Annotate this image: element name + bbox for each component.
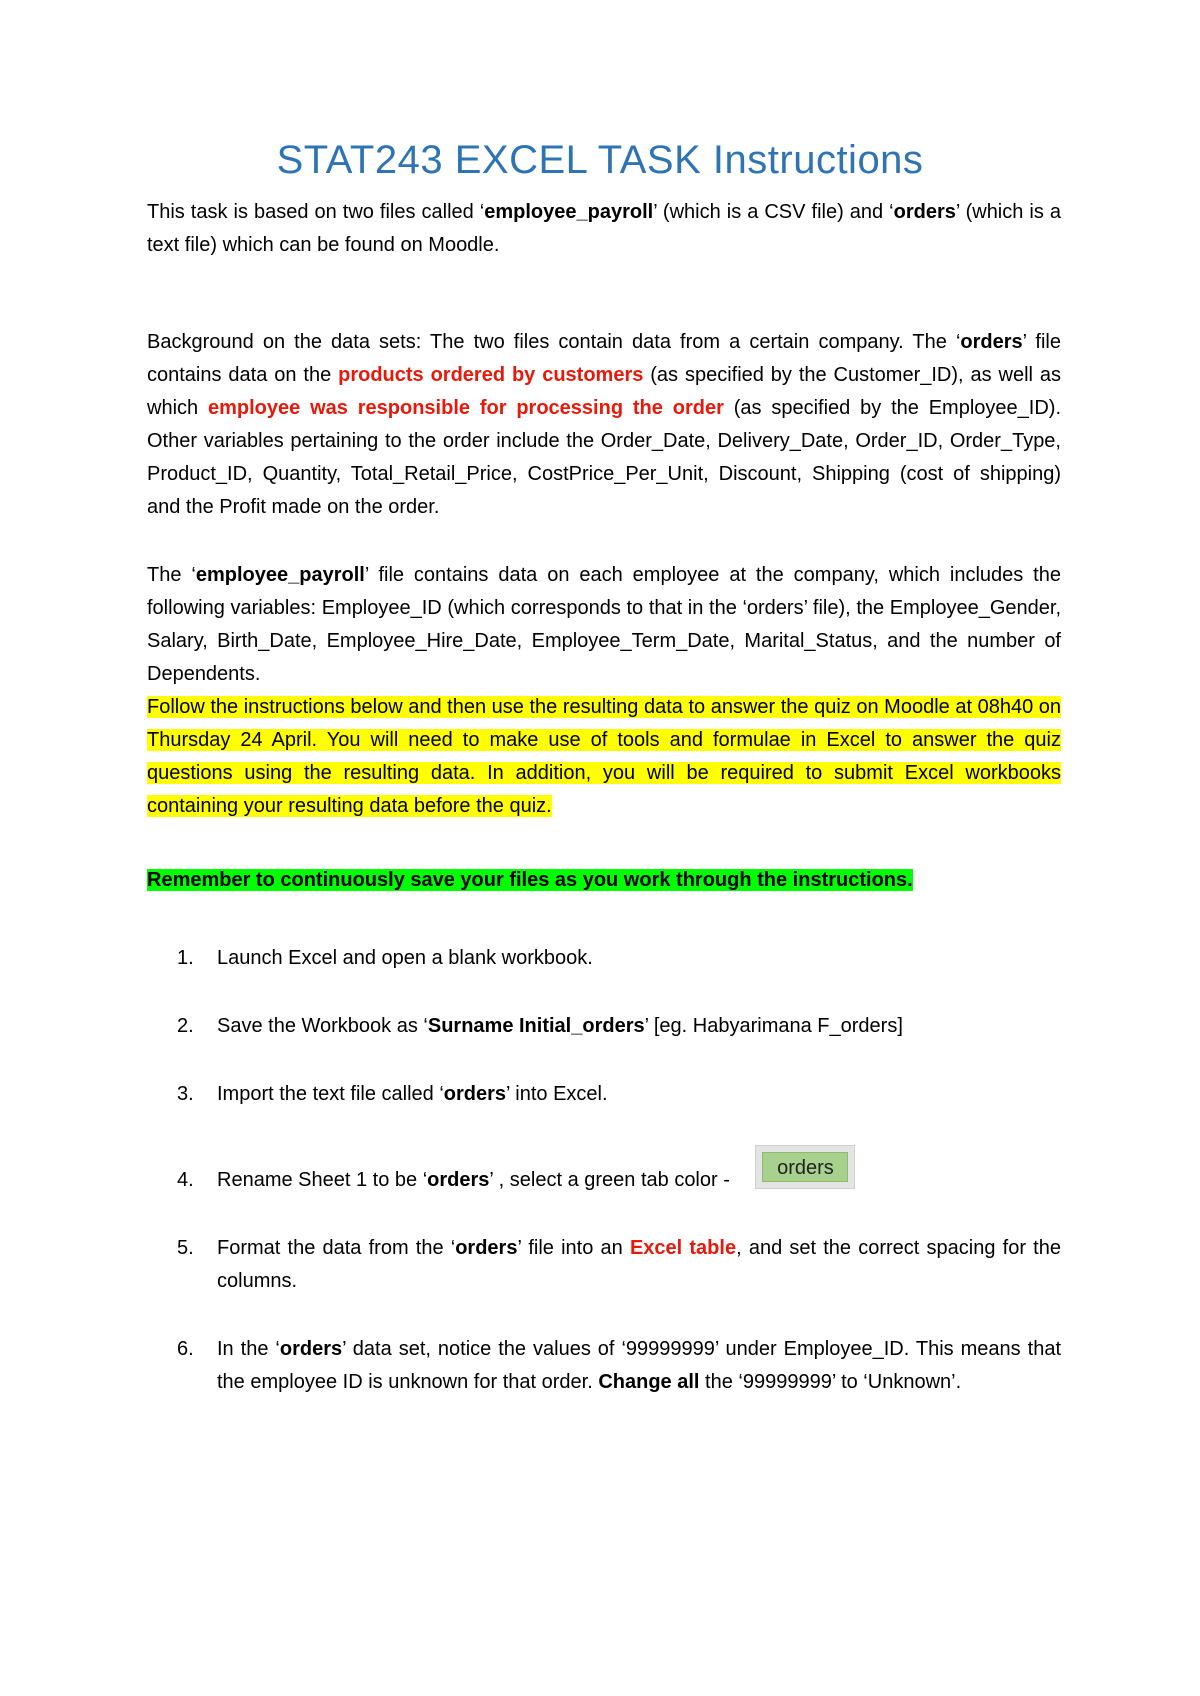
step-bold: orders (443, 1083, 507, 1105)
list-item (147, 942, 1061, 975)
file-name-orders: orders (893, 201, 956, 223)
file-name-employee-payroll: employee_payroll (195, 564, 365, 586)
step-number: 2. (177, 1015, 194, 1037)
intro-text-1: This task is based on two files called ‘ (147, 201, 485, 223)
list-item (147, 1232, 1061, 1298)
background-text-3: (as specified by the Customer_ID), as well as which (147, 364, 1062, 419)
step-text: Rename Sheet 1 to be ‘ (217, 1169, 428, 1191)
file-name-orders: orders (960, 331, 1023, 353)
background-text-1: Background on the data sets: The two files contain data from a certain company. The ‘ (147, 331, 961, 353)
payroll-paragraph (147, 559, 1061, 691)
payroll-text-2: ’ file contains data on each employee at the company, which includes the following variables: Employee_ID (which corresponds to that in the ‘orders’ file), the Employee_Gender, Salary, Birth_Date, Employee_Hire_Date, Employee_Term_Date, Marital_Status, and the number of Dependents. (147, 564, 1061, 685)
list-item (147, 1010, 1061, 1043)
intro-text-2: ’ (which is a CSV file) and ‘ (653, 201, 894, 223)
save-reminder (147, 864, 1061, 897)
step-number: 1. (177, 947, 194, 969)
list-item (147, 1078, 1061, 1111)
step-number: 3. (177, 1083, 194, 1105)
step-number: 4. (177, 1169, 194, 1191)
payroll-text-1: The ‘ (147, 564, 196, 586)
intro-text-3: ’ (which is a text file) which can be found on Moodle. (147, 201, 1061, 256)
step-text: Format the data from the ‘ (217, 1237, 456, 1259)
green-highlight-text: Remember to continuously save your files as you work through the instructions. (147, 869, 913, 891)
list-item (147, 1156, 1061, 1197)
instructions-notice (147, 691, 1061, 823)
background-paragraph (147, 326, 1061, 524)
step-number: 6. (177, 1338, 194, 1360)
step-bold: orders (279, 1338, 343, 1360)
background-text-4: (as specified by the Employee_ID). Other variables pertaining to the order include the Order_Date, Delivery_Date, Order_ID, Order_Type, Product_ID, Quantity, Total_Retail_Price, CostPrice_Per_Unit, Discount, Shipping (cost of shipping) and the Profit made on the order. (147, 397, 1061, 518)
step-text: the ‘99999999’ to ‘Unknown’. (699, 1371, 962, 1393)
step-text: Import the text file called ‘ (217, 1083, 444, 1105)
sheet-tab-label: orders (762, 1152, 848, 1182)
green-sheet-tab-image (755, 1145, 855, 1189)
step-bold: Change all (598, 1371, 700, 1393)
red-emphasis-employee: employee was responsible for processing the order (207, 397, 724, 419)
step-text: , and set the correct spacing for the columns. (217, 1237, 1061, 1292)
step-text: ’ file into an (517, 1237, 630, 1259)
list-item (147, 1333, 1061, 1399)
step-number: 5. (177, 1237, 194, 1259)
file-name-employee-payroll: employee_payroll (484, 201, 654, 223)
red-emphasis-products: products ordered by customers (338, 364, 644, 386)
step-bold: Surname Initial_orders (427, 1015, 645, 1037)
step-text: ’ data set, notice the values of ‘99999999’ under Employee_ID. This means that the employee ID is unknown for that order. (217, 1338, 1061, 1393)
intro-paragraph (147, 196, 1061, 262)
page-title: STAT243 EXCEL TASK Instructions (276, 138, 924, 182)
step-text: Save the Workbook as ‘ (217, 1015, 428, 1037)
background-text-2: ’ file contains data on the (147, 331, 1061, 386)
red-emphasis-excel-table: Excel table (629, 1237, 737, 1259)
yellow-highlight-text: Follow the instructions below and then use the resulting data to answer the quiz on Moodle at 08h40 on Thursday 24 April. You will need to make use of tools and formulae in Excel to answer the quiz questions using the resulting data. In addition, you will be required to submit Excel workbooks containing your resulting data before the quiz. (147, 696, 1061, 817)
step-text: Launch Excel and open a blank workbook. (217, 947, 593, 969)
step-text: ’ into Excel. (506, 1083, 608, 1105)
step-text: In the ‘ (217, 1338, 280, 1360)
instruction-list (147, 942, 1061, 1399)
step-text: ’ [eg. Habyarimana F_orders] (644, 1015, 903, 1037)
step-bold: orders (455, 1237, 518, 1259)
step-text: ’ , select a green tab color - (489, 1169, 736, 1191)
step-bold: orders (427, 1169, 490, 1191)
